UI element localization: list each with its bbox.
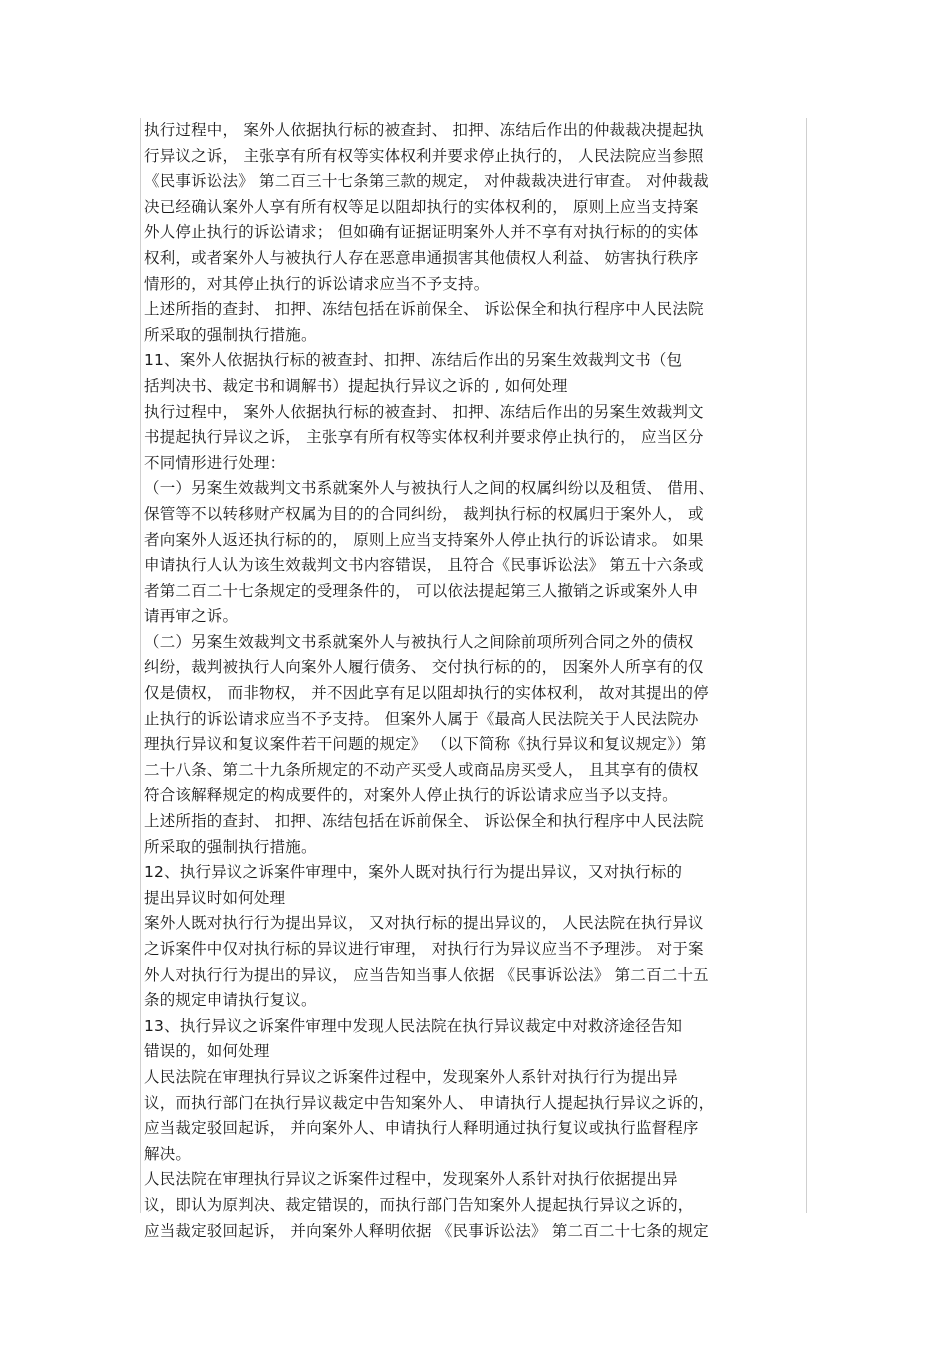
text-line: 议，即认为原判决、裁定错误的，而执行部门告知案外人提起执行异议之诉的， <box>144 1195 694 1214</box>
text-line: 错误的，如何处理 <box>144 1042 270 1061</box>
text-line: 上述所指的查封、 扣押、冻结包括在诉前保全、 诉讼保全和执行程序中人民法院 <box>144 812 704 831</box>
text-line: 申请执行人认为该生效裁判文书内容错误， 且符合《民事诉讼法》 第五十六条或 <box>144 556 704 575</box>
text-line: 之诉案件中仅对执行标的异议进行审理， 对执行行为异议应当不予理涉。 对于案 <box>144 940 704 958</box>
text-line: 理执行异议和复议案件若干问题的规定》 （以下简称《执行异议和复议规定》）第 <box>144 735 707 754</box>
text-line: 外人停止执行的诉讼请求； 但如确有证据证明案外人并不享有对执行标的的实体 <box>144 223 699 242</box>
text-line: 决已经确认案外人享有所有权等足以阻却执行的实体权利的， 原则上应当支持案 <box>144 197 699 216</box>
text-line: 者向案外人返还执行标的的， 原则上应当支持案外人停止执行的诉讼请求。 如果 <box>144 530 704 549</box>
text-line: 括判决书、裁定书和调解书）提起执行异议之诉的 , 如何处理 <box>144 376 568 395</box>
document-body <box>144 118 808 1244</box>
text-line: 外人对执行行为提出的异议， 应当告知当事人依据 《民事诉讼法》 第二百二十五 <box>144 965 709 984</box>
text-line: 所采取的强制执行措施。 <box>144 325 317 344</box>
text-line: 解决。 <box>144 1144 192 1163</box>
text-line: 所采取的强制执行措施。 <box>144 837 317 856</box>
text-line: 11、案外人依据执行标的被查封、扣押、冻结后作出的另案生效裁判文书（包 <box>144 351 683 370</box>
text-line: 上述所指的查封、 扣押、冻结包括在诉前保全、 诉讼保全和执行程序中人民法院 <box>144 300 704 319</box>
text-line: 权利，或者案外人与被执行人存在恶意串通损害其他债权人利益、 妨害执行秩序 <box>144 248 699 267</box>
text-line: 13、执行异议之诉案件审理中发现人民法院在执行异议裁定中对救济途径告知 <box>144 1016 683 1035</box>
text-line: 情形的，对其停止执行的诉讼请求应当不予支持。 <box>144 274 490 293</box>
text-line: 《民事诉讼法》 第二百三十七条第三款的规定， 对仲裁裁决进行审查。 对仲裁裁 <box>144 172 709 191</box>
text-line: （二）另案生效裁判文书系就案外人与被执行人之间除前项所列合同之外的债权 <box>144 632 694 651</box>
text-line: 案外人既对执行行为提出异议， 又对执行标的提出异议的， 人民法院在执行异议 <box>144 914 704 933</box>
text-line: 12、执行异议之诉案件审理中，案外人既对执行行为提出异议，又对执行标的 <box>144 863 683 882</box>
text-line: 二十八条、第二十九条所规定的不动产买受人或商品房买受人， 且其享有的债权 <box>144 760 699 779</box>
text-line: 止执行的诉讼请求应当不予支持。 但案外人属于《最高人民法院关于人民法院办 <box>144 709 699 728</box>
text-line: 符合该解释规定的构成要件的，对案外人停止执行的诉讼请求应当予以支持。 <box>144 786 678 805</box>
text-line: 执行过程中， 案外人依据执行标的被查封、 扣押、冻结后作出的仲裁裁决提起执 <box>144 121 704 139</box>
text-line: 仅是债权， 而非物权， 并不因此享有足以阻却执行的实体权利， 故对其提出的停 <box>144 684 709 703</box>
text-line: 书提起执行异议之诉， 主张享有所有权等实体权利并要求停止执行的， 应当区分 <box>144 428 704 447</box>
text-line: 人民法院在审理执行异议之诉案件过程中，发现案外人系针对执行行为提出异 <box>144 1067 678 1086</box>
text-line: （一）另案生效裁判文书系就案外人与被执行人之间的权属纠纷以及租赁、 借用、 <box>144 479 715 498</box>
text-line: 纠纷，裁判被执行人向案外人履行债务、 交付执行标的的， 因案外人所享有的仅 <box>144 658 704 677</box>
text-line: 条的规定申请执行复议。 <box>144 991 317 1010</box>
text-line: 者第二百二十七条规定的受理条件的， 可以依法提起第三人撤销之诉或案外人申 <box>144 581 699 600</box>
text-line: 保管等不以转移财产权属为目的的合同纠纷， 裁判执行标的权属归于案外人， 或 <box>144 504 704 523</box>
text-line: 应当裁定驳回起诉， 并向案外人释明依据 《民事诉讼法》 第二百二十七条的规定 <box>144 1221 709 1240</box>
text-line: 不同情形进行处理： <box>144 453 286 472</box>
text-line: 请再审之诉。 <box>144 607 239 626</box>
text-line: 行异议之诉， 主张享有所有权等实体权利并要求停止执行的， 人民法院应当参照 <box>144 146 704 165</box>
text-line: 应当裁定驳回起诉， 并向案外人、申请执行人释明通过执行复议或执行监督程序 <box>144 1119 699 1138</box>
text-line: 执行过程中， 案外人依据执行标的被查封、 扣押、冻结后作出的另案生效裁判文 <box>144 402 704 421</box>
text-line: 人民法院在审理执行异议之诉案件过程中，发现案外人系针对执行依据提出异 <box>144 1170 678 1189</box>
text-line: 提出异议时如何处理 <box>144 888 286 907</box>
text-line: 议，而执行部门在执行异议裁定中告知案外人、 申请执行人提起执行异议之诉的， <box>144 1093 715 1112</box>
